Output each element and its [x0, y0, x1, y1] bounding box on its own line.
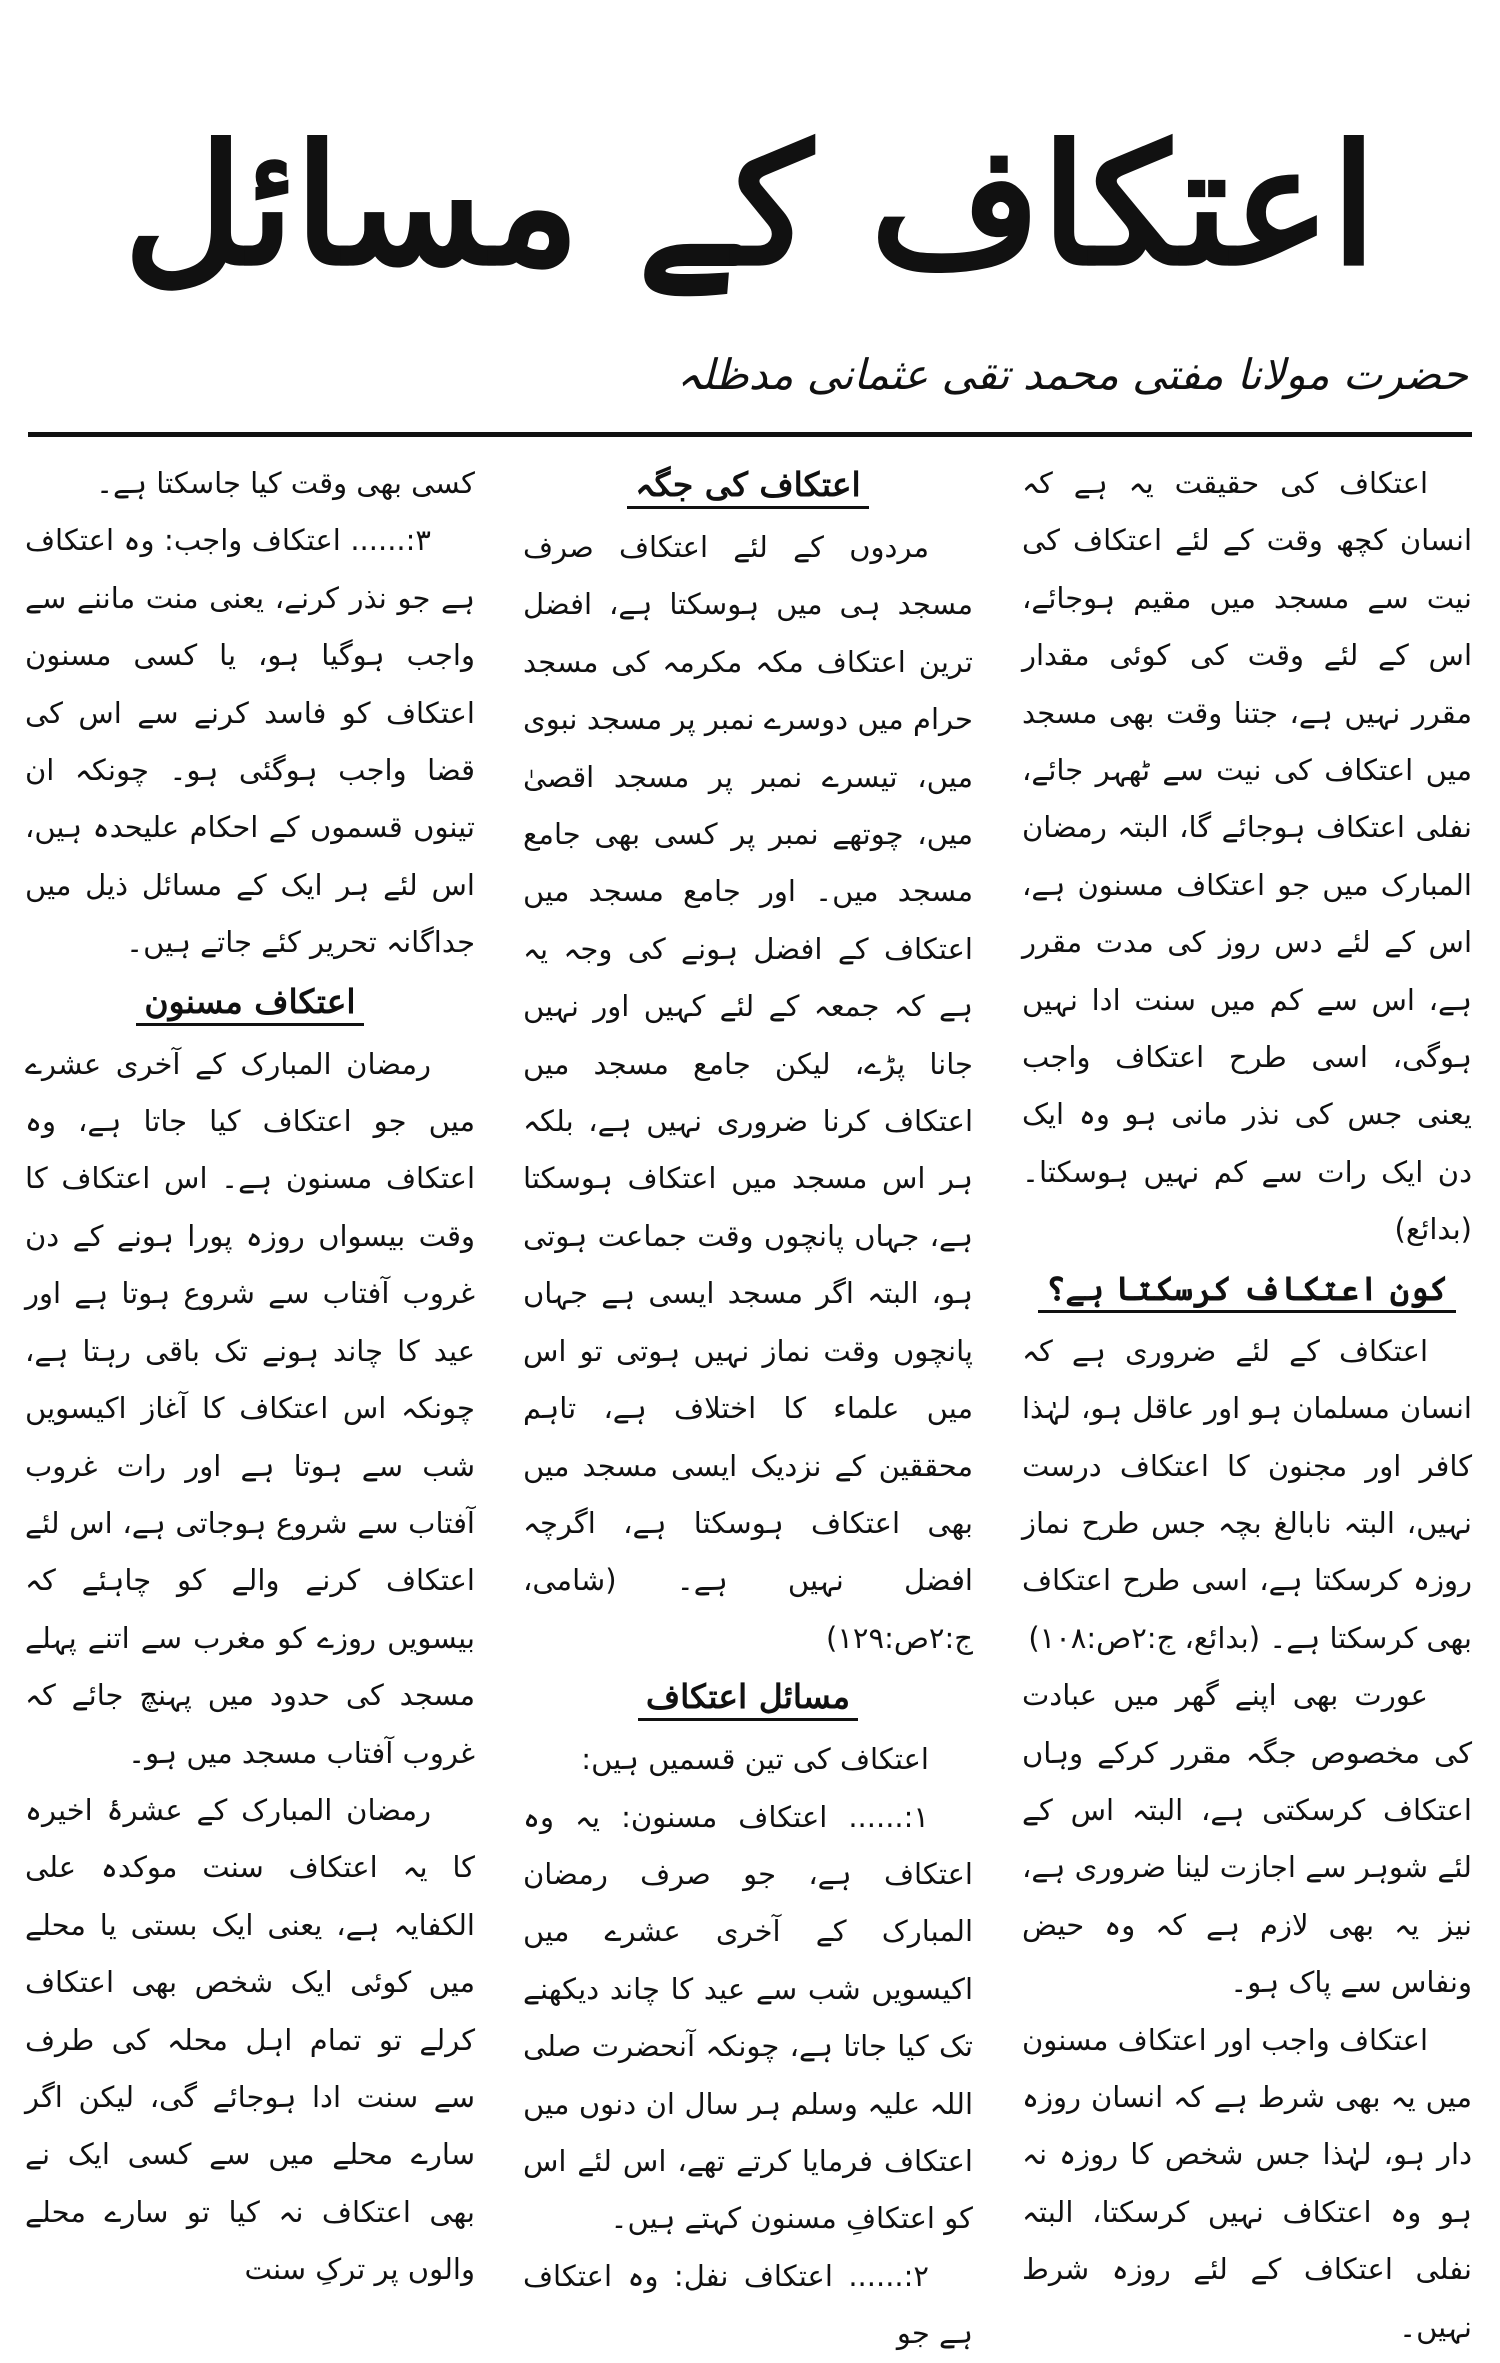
paragraph: ۳:...... اعتکاف واجب: وہ اعتکاف ہے جو نذر کرنے، یعنی منت ماننے سے واجب ہوگیا ہو، یا کسی مسنون اعتکاف کو فاسد کرنے سے اس کی قضا واجب ہوگئی ہو۔ چونکہ ان تینوں قسموں کے احکام علیحدہ ہیں، اس لئے ہر ایک کے مسائل ذیل میں جداگانہ تحریر کئے جاتے ہیں۔	[25, 523, 475, 960]
section-heading	[1022, 1263, 1472, 1315]
column-right	[1022, 455, 1472, 2344]
section-heading-text: کون اعتکاف کرسکتا ہے؟	[1038, 1269, 1456, 1313]
section-heading-text: اعتکاف مسنون	[136, 982, 363, 1026]
section-heading-text: اعتکاف کی جگہ	[627, 465, 868, 509]
paragraph: رمضان المبارک کے آخری عشرے میں جو اعتکاف کیا جاتا ہے، وہ اعتکاف مسنون ہے۔ اس اعتکاف کا وقت بیسواں روزہ پورا ہونے کے دن غروب آفتاب سے شروع ہوتا ہے اور عید کا چاند ہونے تک باقی رہتا ہے، چونکہ اس اعتکاف کا آغاز اکیسویں شب سے ہوتا ہے اور رات غروب آفتاب سے شروع ہوجاتی ہے، اس لئے اعتکاف کرنے والے کو چاہئے کہ بیسویں روزے کو مغرب سے اتنے پہلے مسجد کی حدود میں پہنچ جائے کہ غروب آفتاب مسجد میں ہو۔	[25, 1046, 475, 1770]
paragraph: کسی بھی وقت کیا جاسکتا ہے۔	[96, 466, 475, 500]
column-left	[25, 455, 475, 2287]
paragraph: اعتکاف کی حقیقت یہ ہے کہ انسان کچھ وقت کے لئے اعتکاف کی نیت سے مسجد میں مقیم ہوجائے، اس کے لئے وقت کی کوئی مقدار مقرر نہیں ہے، جتنا وقت بھی مسجد میں اعتکاف کی نیت سے ٹھہر جائے، نفلی اعتکاف ہوجائے گا، البتہ رمضان المبارک میں جو اعتکاف مسنون ہے، اس کے لئے دس روز کی مدت مقرر ہے، اس سے کم میں سنت ادا نہیں ہوگی، اسی طرح اعتکاف واجب یعنی جس کی نذر مانی ہو وہ ایک دن ایک رات سے کم نہیں ہوسکتا۔ (بدائع)	[1022, 466, 1472, 1247]
paragraph: مردوں کے لئے اعتکاف صرف مسجد ہی میں ہوسکتا ہے، افضل ترین اعتکاف مکہ مکرمہ کی مسجد حرام میں دوسرے نمبر پر مسجد نبوی میں، تیسرے نمبر پر مسجد اقصیٰ میں، چوتھے نمبر پر کسی بھی جامع مسجد میں۔ اور جامع مسجد میں اعتکاف کے افضل ہونے کی وجہ یہ ہے کہ جمعہ کے لئے کہیں اور نہیں جانا پڑے، لیکن جامع مسجد میں اعتکاف کرنا ضروری نہیں ہے، بلکہ ہر اس مسجد میں اعتکاف ہوسکتا ہے، جہاں پانچوں وقت جماعت ہوتی ہو، البتہ اگر مسجد ایسی ہے جہاں پانچوں وقت نماز نہیں ہوتی تو اس میں علماء کا اختلاف ہے، تاہم محققین کے نزدیک ایسی مسجد میں بھی اعتکاف ہوسکتا ہے، اگرچہ افضل نہیں ہے۔ (شامی، ج:۲ص:۱۲۹)	[523, 530, 973, 1655]
paragraph: رمضان المبارک کے عشرۂ اخیرہ کا یہ اعتکاف سنت موکدہ علی الکفایہ ہے، یعنی ایک بستی یا محلے میں کوئی ایک شخص بھی اعتکاف کرلے تو تمام اہل محلہ کی طرف سے سنت ادا ہوجائے گی، لیکن اگر سارے محلے میں سے کسی ایک نے بھی اعتکاف نہ کیا تو سارے محلے والوں پر ترکِ سنت	[25, 1792, 475, 2287]
paragraph: اعتکاف کے لئے ضروری ہے کہ انسان مسلمان ہو اور عاقل ہو، لہٰذا کافر اور مجنون کا اعتکاف درست نہیں، البتہ نابالغ بچہ جس طرح نماز روزہ کرسکتا ہے، اسی طرح اعتکاف بھی کرسکتا ہے۔ (بدائع، ج:۲ص:۱۰۸)	[1022, 1333, 1472, 1655]
section-heading-text: مسائل اعتکاف	[638, 1677, 858, 1721]
article-title: اعتکاف کے مسائل	[123, 108, 1377, 302]
author-byline: حضرت مولانا مفتی محمد تقی عثمانی مدظلہ	[676, 350, 1468, 399]
section-heading	[523, 1671, 973, 1723]
header-divider	[28, 432, 1472, 437]
paragraph: ۲:...... اعتکاف نفل: وہ اعتکاف ہے جو	[523, 2258, 973, 2351]
paragraph: اعتکاف واجب اور اعتکاف مسنون میں یہ بھی شرط ہے کہ انسان روزہ دار ہو، لہٰذا جس شخص کا روزہ نہ ہو وہ اعتکاف نہیں کرسکتا، البتہ نفلی اعتکاف کے لئے روزہ شرط نہیں۔	[1022, 2022, 1472, 2344]
paragraph: اعتکاف کی تین قسمیں ہیں:	[581, 1742, 929, 1777]
section-heading	[25, 976, 475, 1028]
column-middle	[523, 455, 973, 2351]
section-heading	[523, 459, 973, 511]
paragraph: ۱:...... اعتکاف مسنون: یہ وہ اعتکاف ہے، جو صرف رمضان المبارک کے آخری عشرے میں اکیسویں شب سے عید کا چاند دیکھنے تک کیا جاتا ہے، چونکہ آنحضرت صلی اللہ علیہ وسلم ہر سال ان دنوں میں اعتکاف فرمایا کرتے تھے، اس لئے اس کو اعتکافِ مسنون کہتے ہیں۔	[523, 1799, 973, 2236]
paragraph: عورت بھی اپنے گھر میں عبادت کی مخصوص جگہ مقرر کرکے وہاں اعتکاف کرسکتی ہے، البتہ اس کے لئے شوہر سے اجازت لینا ضروری ہے، نیز یہ بھی لازم ہے کہ وہ حیض ونفاس سے پاک ہو۔	[1022, 1678, 1472, 2000]
